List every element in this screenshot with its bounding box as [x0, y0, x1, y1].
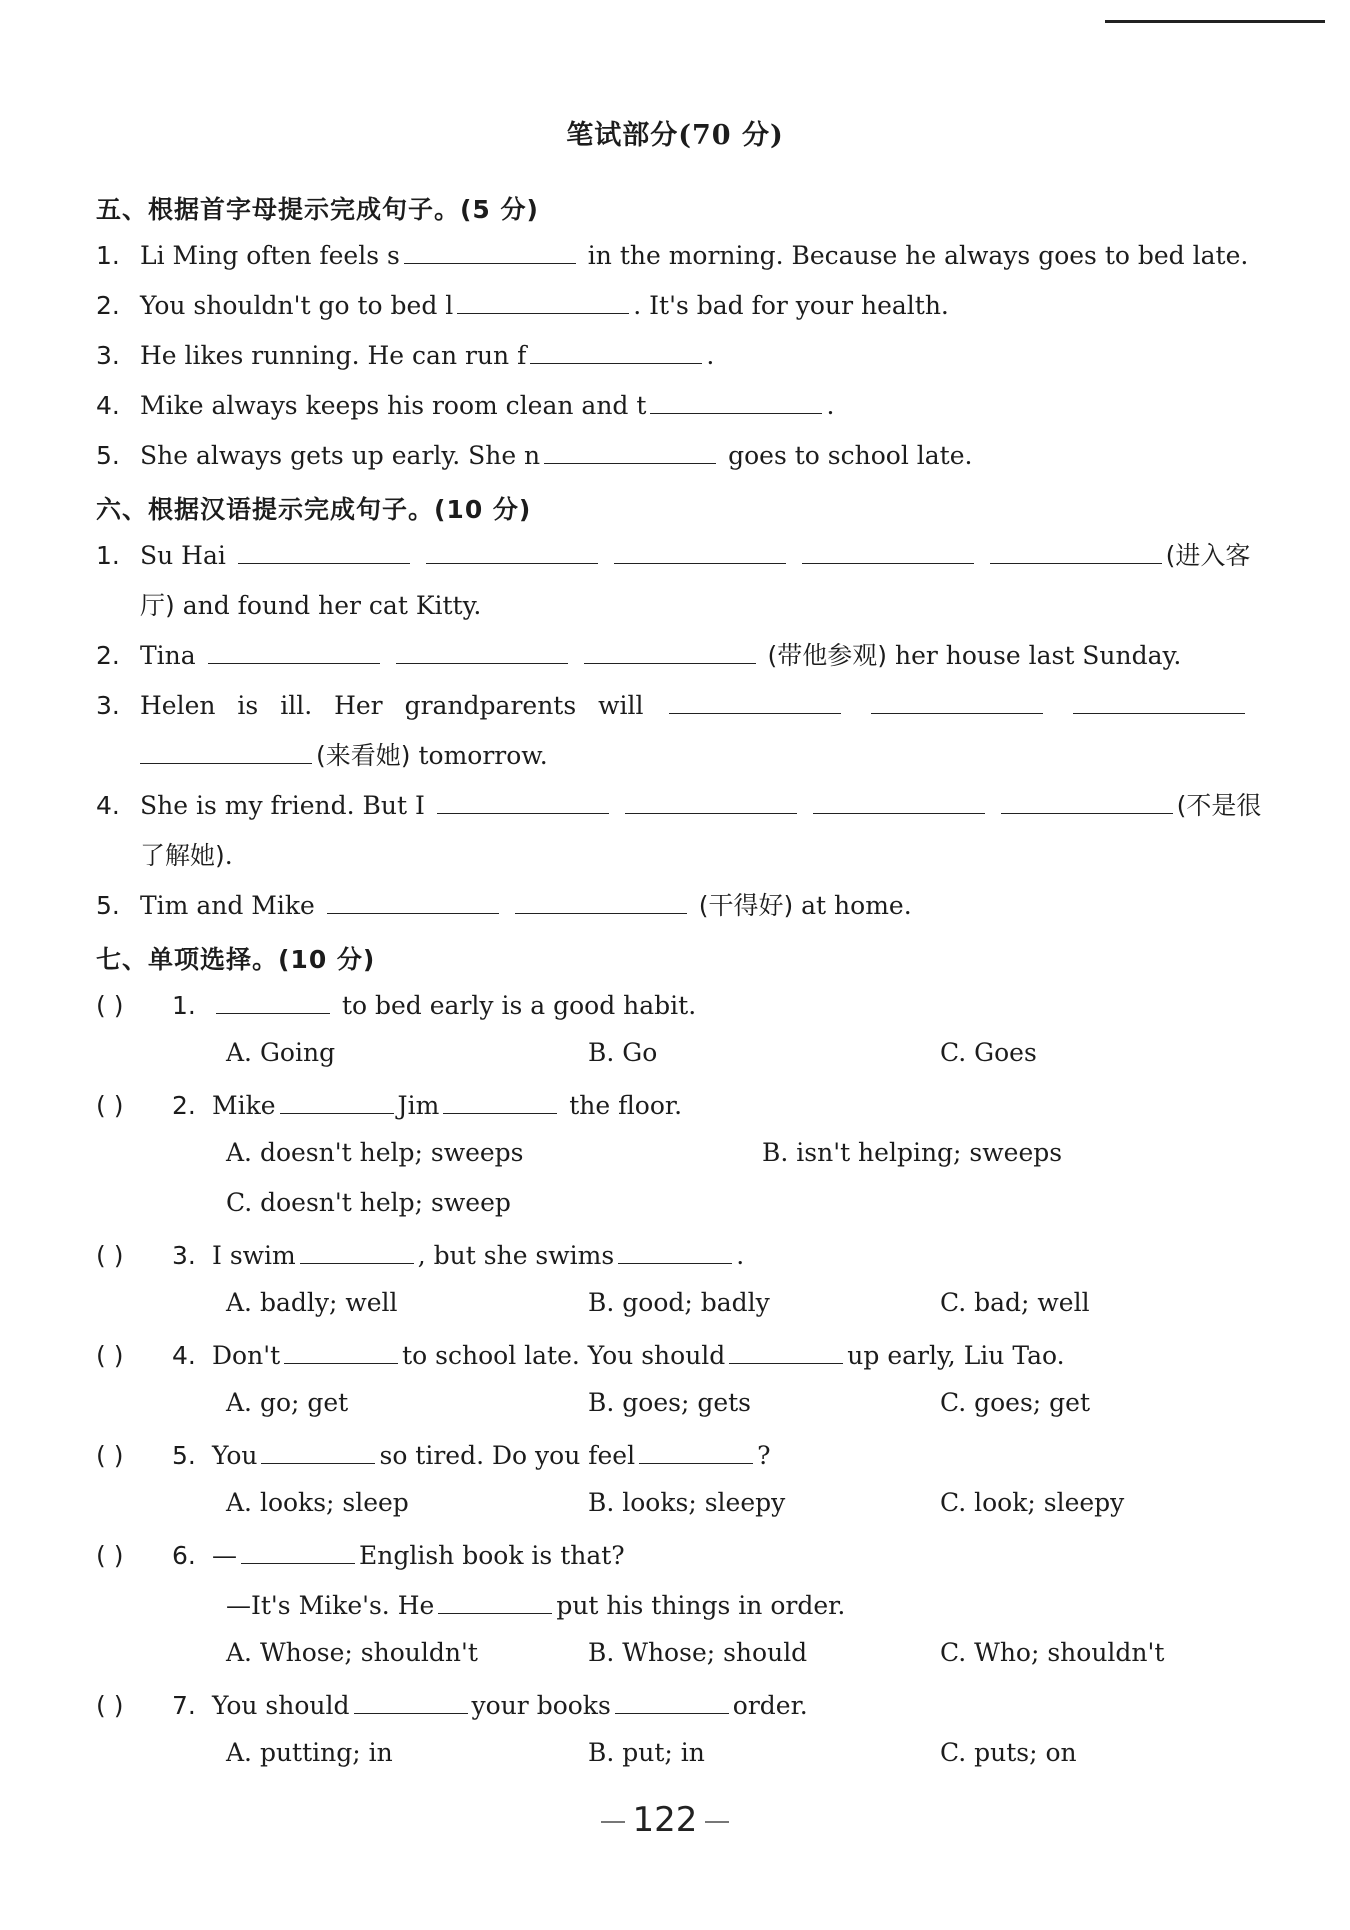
- answer-blank[interactable]: [871, 689, 1043, 714]
- option-c[interactable]: C. puts; on: [940, 1738, 1077, 1767]
- option-a[interactable]: A. doesn't help; sweeps: [226, 1138, 524, 1167]
- answer-paren[interactable]: ( ): [96, 1241, 124, 1270]
- s5-item-2: 2. You shouldn't go to bed l . It's bad for your health.: [96, 291, 949, 320]
- answer-blank[interactable]: [396, 639, 568, 664]
- answer-paren[interactable]: ( ): [96, 1441, 124, 1470]
- answer-blank[interactable]: [354, 1689, 468, 1714]
- s5-item-1: 1. Li Ming often feels s in the morning. Because he always goes to bed late.: [96, 241, 1249, 270]
- answer-blank[interactable]: [515, 889, 687, 914]
- answer-blank[interactable]: [300, 1239, 414, 1264]
- answer-blank[interactable]: [238, 539, 410, 564]
- s6-item-3: 3. Helen is ill. Her grandparents will: [96, 688, 1249, 724]
- option-c[interactable]: C. doesn't help; sweep: [226, 1188, 511, 1217]
- answer-blank[interactable]: [208, 639, 380, 664]
- mc-question-4: ( ) 4. Don't to school late. You should up early, Liu Tao.: [96, 1338, 1065, 1374]
- answer-blank[interactable]: [437, 789, 609, 814]
- option-b[interactable]: B. Whose; should: [588, 1638, 808, 1667]
- answer-blank[interactable]: [615, 1689, 729, 1714]
- s6-item-4-cont: 了解她).: [140, 841, 233, 870]
- answer-paren[interactable]: ( ): [96, 1541, 124, 1570]
- option-c[interactable]: C. Who; shouldn't: [940, 1638, 1165, 1667]
- option-c[interactable]: C. goes; get: [940, 1388, 1091, 1417]
- mc-question-3: ( ) 3. I swim , but she swims .: [96, 1238, 744, 1274]
- option-c[interactable]: C. look; sleepy: [940, 1488, 1125, 1517]
- answer-blank[interactable]: [625, 789, 797, 814]
- mc-question-1: ( ) 1. to bed early is a good habit.: [96, 988, 696, 1024]
- page-title: 笔试部分(70 分): [566, 120, 784, 151]
- option-b[interactable]: B. goes; gets: [588, 1388, 751, 1417]
- s6-item-1: 1. Su Hai (进入客: [96, 541, 1251, 570]
- answer-blank[interactable]: [544, 439, 716, 464]
- mc-question-6-line-2: —It's Mike's. He put his things in order.: [226, 1591, 846, 1620]
- answer-blank[interactable]: [813, 789, 985, 814]
- answer-blank[interactable]: [639, 1439, 753, 1464]
- s6-item-4: 4. She is my friend. But I (不是很: [96, 791, 1262, 820]
- option-a[interactable]: A. looks; sleep: [226, 1488, 409, 1517]
- option-b[interactable]: B. put; in: [588, 1738, 705, 1767]
- s6-item-3-cont: (来看她) tomorrow.: [140, 738, 548, 774]
- s5-item-5: 5. She always gets up early. She n goes to school late.: [96, 441, 973, 470]
- answer-blank[interactable]: [280, 1089, 394, 1114]
- option-c[interactable]: C. Goes: [940, 1038, 1037, 1067]
- answer-blank[interactable]: [584, 639, 756, 664]
- answer-blank[interactable]: [404, 239, 576, 264]
- answer-paren[interactable]: ( ): [96, 991, 124, 1020]
- answer-blank[interactable]: [241, 1539, 355, 1564]
- page-number-dash-left: [601, 1821, 625, 1823]
- option-b[interactable]: B. good; badly: [588, 1288, 770, 1317]
- section-6-heading: 六、根据汉语提示完成句子。(10 分): [96, 495, 532, 524]
- answer-blank[interactable]: [614, 539, 786, 564]
- answer-blank[interactable]: [140, 739, 312, 764]
- s6-item-2: 2. Tina (带他参观) her house last Sunday.: [96, 641, 1182, 670]
- mc-question-7: ( ) 7. You should your books order.: [96, 1688, 808, 1724]
- mc-question-5: ( ) 5. You so tired. Do you feel ?: [96, 1438, 771, 1474]
- option-c[interactable]: C. bad; well: [940, 1288, 1090, 1317]
- page-number: 122: [0, 1800, 1330, 1840]
- page-number-dash-right: [705, 1821, 729, 1823]
- answer-blank[interactable]: [457, 289, 629, 314]
- section-7-heading: 七、单项选择。(10 分): [96, 945, 376, 974]
- answer-paren[interactable]: ( ): [96, 1341, 124, 1370]
- answer-blank[interactable]: [530, 339, 702, 364]
- answer-blank[interactable]: [1073, 689, 1245, 714]
- s6-item-1-cont: 厅) and found her cat Kitty.: [140, 591, 482, 620]
- answer-blank[interactable]: [443, 1089, 557, 1114]
- header-rule: [1105, 20, 1325, 23]
- answer-blank[interactable]: [618, 1239, 732, 1264]
- option-b[interactable]: B. Go: [588, 1038, 658, 1067]
- answer-blank[interactable]: [650, 389, 822, 414]
- answer-blank[interactable]: [802, 539, 974, 564]
- answer-blank[interactable]: [669, 689, 841, 714]
- answer-blank[interactable]: [261, 1439, 375, 1464]
- option-b[interactable]: B. looks; sleepy: [588, 1488, 786, 1517]
- option-a[interactable]: A. Whose; shouldn't: [226, 1638, 478, 1667]
- answer-paren[interactable]: ( ): [96, 1691, 124, 1720]
- mc-question-2: ( ) 2. Mike Jim the floor.: [96, 1088, 682, 1124]
- answer-blank[interactable]: [438, 1589, 552, 1614]
- option-a[interactable]: A. putting; in: [226, 1738, 393, 1767]
- s5-item-3: 3. He likes running. He can run f .: [96, 341, 715, 370]
- option-a[interactable]: A. go; get: [226, 1388, 349, 1417]
- answer-blank[interactable]: [426, 539, 598, 564]
- s6-item-5: 5. Tim and Mike (干得好) at home.: [96, 891, 912, 920]
- mc-question-6: ( ) 6. — English book is that?: [96, 1538, 625, 1574]
- answer-blank[interactable]: [990, 539, 1162, 564]
- answer-blank[interactable]: [216, 989, 330, 1014]
- s5-item-4: 4. Mike always keeps his room clean and t .: [96, 391, 835, 420]
- section-5-heading: 五、根据首字母提示完成句子。(5 分): [96, 195, 539, 224]
- answer-blank[interactable]: [327, 889, 499, 914]
- option-a[interactable]: A. Going: [226, 1038, 336, 1067]
- answer-blank[interactable]: [1001, 789, 1173, 814]
- option-a[interactable]: A. badly; well: [226, 1288, 398, 1317]
- answer-blank[interactable]: [284, 1339, 398, 1364]
- answer-paren[interactable]: ( ): [96, 1091, 124, 1120]
- option-b[interactable]: B. isn't helping; sweeps: [762, 1138, 1063, 1167]
- answer-blank[interactable]: [729, 1339, 843, 1364]
